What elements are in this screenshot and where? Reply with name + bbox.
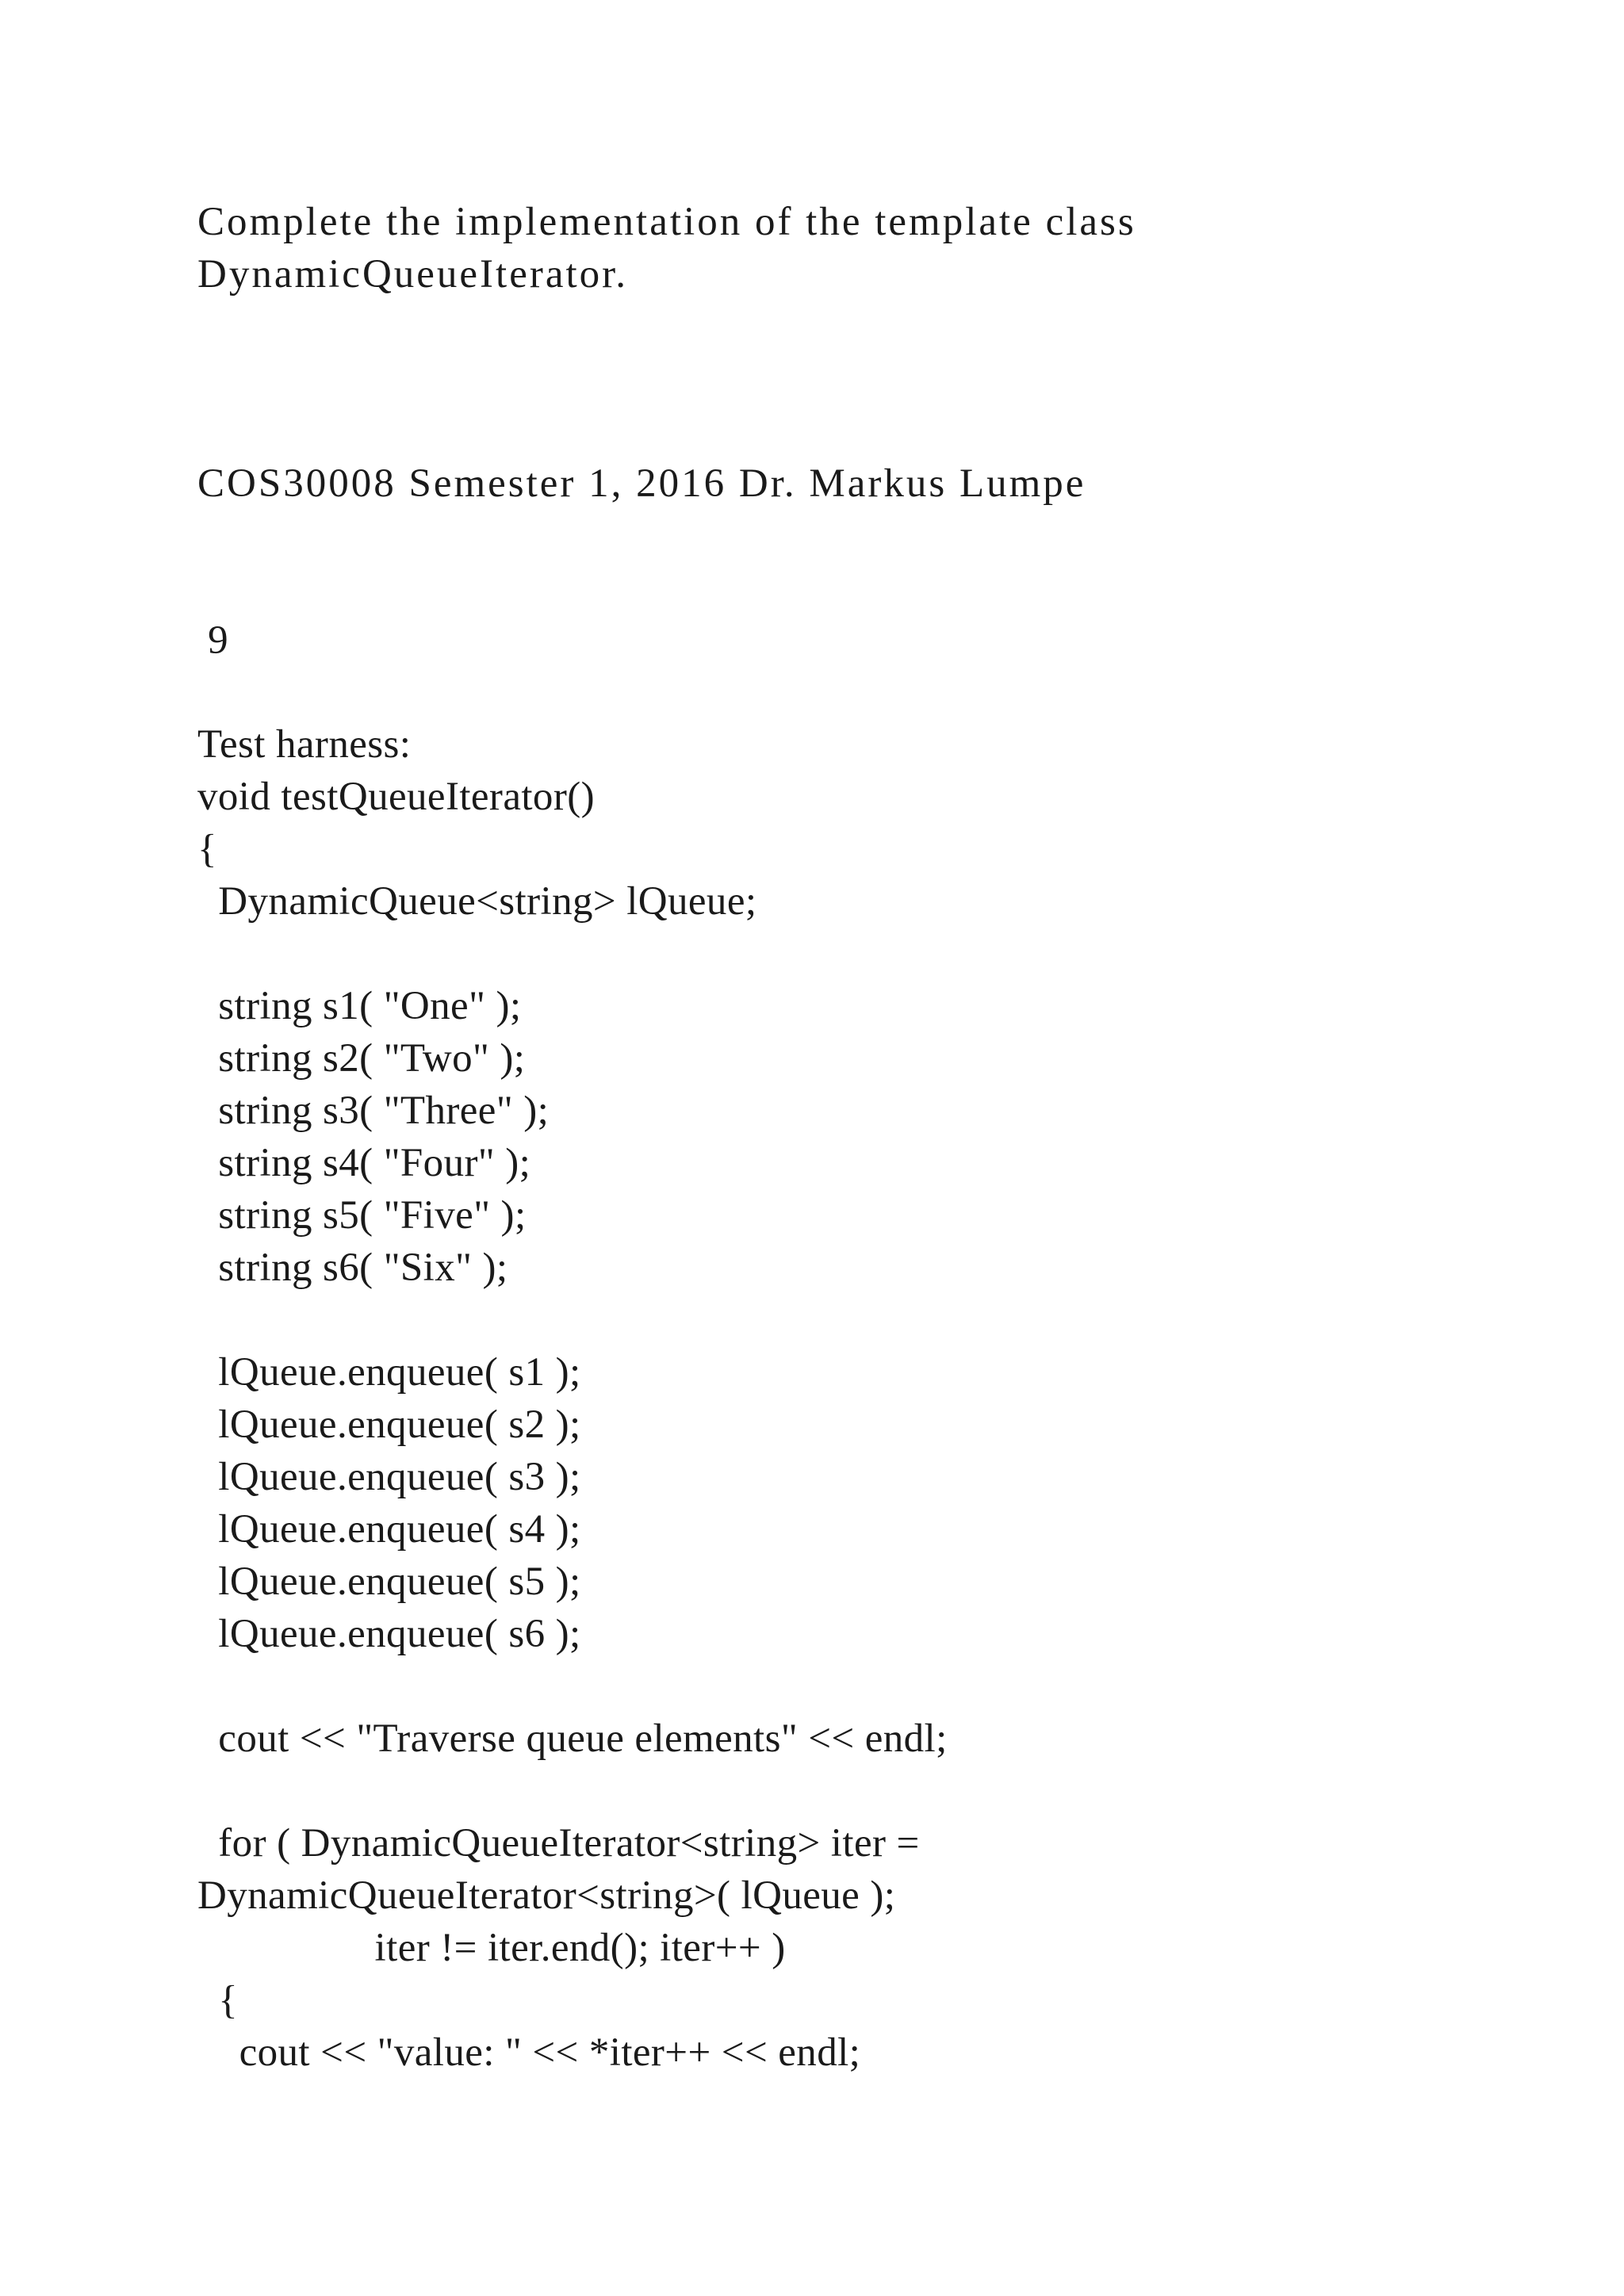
code-line: string s4( "Four" );: [197, 1141, 531, 1185]
code-line: {: [197, 1978, 239, 2022]
code-line: lQueue.enqueue( s1 );: [197, 1350, 581, 1395]
course-header: COS30008 Semester 1, 2016 Dr. Markus Lumpe: [197, 461, 1086, 506]
code-line: string s5( "Five" );: [197, 1193, 527, 1238]
code-line: lQueue.enqueue( s3 );: [197, 1455, 581, 1499]
code-line: void testQueueIterator(): [197, 775, 595, 819]
code-line: cout << "value: " << *iter++ << endl;: [197, 2030, 861, 2075]
code-line: DynamicQueue<string> lQueue;: [197, 879, 757, 924]
intro-line-2: DynamicQueueIterator.: [197, 252, 629, 297]
code-line: string s2( "Two" );: [197, 1036, 526, 1081]
code-line: {: [197, 827, 217, 871]
code-line: cout << "Traverse queue elements" << endl;: [197, 1716, 948, 1761]
code-line: lQueue.enqueue( s2 );: [197, 1402, 581, 1447]
code-line: lQueue.enqueue( s6 );: [197, 1612, 581, 1656]
page-number: 9: [197, 618, 229, 663]
harness-heading: Test harness:: [197, 722, 412, 767]
code-line: lQueue.enqueue( s4 );: [197, 1507, 581, 1552]
intro-line-1: Complete the implementation of the template class: [197, 200, 1136, 244]
code-line: iter != iter.end(); iter++ ): [197, 1926, 786, 1970]
code-line: string s6( "Six" );: [197, 1246, 508, 1290]
code-line: string s1( "One" );: [197, 984, 522, 1028]
code-line: lQueue.enqueue( s5 );: [197, 1559, 581, 1604]
code-line: string s3( "Three" );: [197, 1089, 550, 1133]
code-line: for ( DynamicQueueIterator<string> iter =: [197, 1821, 920, 1866]
code-line: DynamicQueueIterator<string>( lQueue );: [197, 1873, 896, 1918]
